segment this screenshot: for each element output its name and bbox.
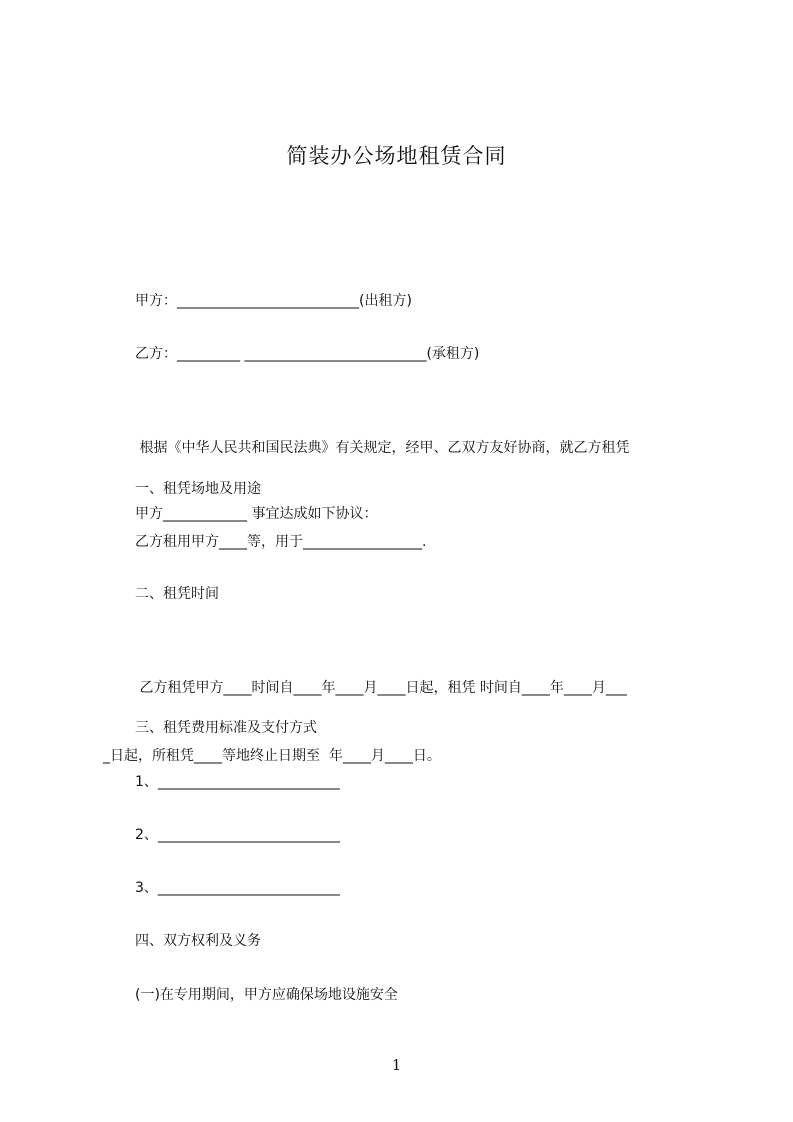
section-3-item-3: 3、__________________________ (135, 880, 340, 896)
page-number: 1 (391, 1056, 402, 1074)
section-4-item-1: (一)在专用期间，甲方应确保场地设施安全 (135, 987, 398, 1003)
section-2-line-1: 乙方租凭甲方____时间自____年____月____日起，租凭 时间自____年____月___ (135, 680, 627, 696)
intro-line-1: 根据《中华人民共和国民法典》有关规定，经甲、乙双方友好协商，就乙方租凭 (135, 440, 630, 456)
intro-line-2: 甲方____________ 事宜达成如下协议： (135, 506, 378, 522)
party-b-line: 乙方：_________ __________________________(承租方) (135, 346, 480, 362)
section-3-heading: 三、租凭费用标准及支付方式 (135, 720, 317, 736)
section-4-heading: 四、双方权利及义务 (135, 933, 261, 949)
section-1-text: 乙方租用甲方____等，用于_________________. (135, 534, 427, 550)
section-1-heading: 一、租凭场地及用途 (135, 481, 261, 497)
section-2-line-2: _日起，所租凭____等地终止日期至 年____月____日。 (103, 748, 441, 764)
section-3-item-2: 2、__________________________ (135, 827, 340, 843)
document-title: 简装办公场地租赁合同 (286, 144, 507, 168)
party-a-line: 甲方：__________________________(出租方) (135, 293, 412, 309)
section-3-item-1: 1、__________________________ (135, 774, 340, 790)
section-2-heading: 二、租凭时间 (135, 586, 219, 602)
